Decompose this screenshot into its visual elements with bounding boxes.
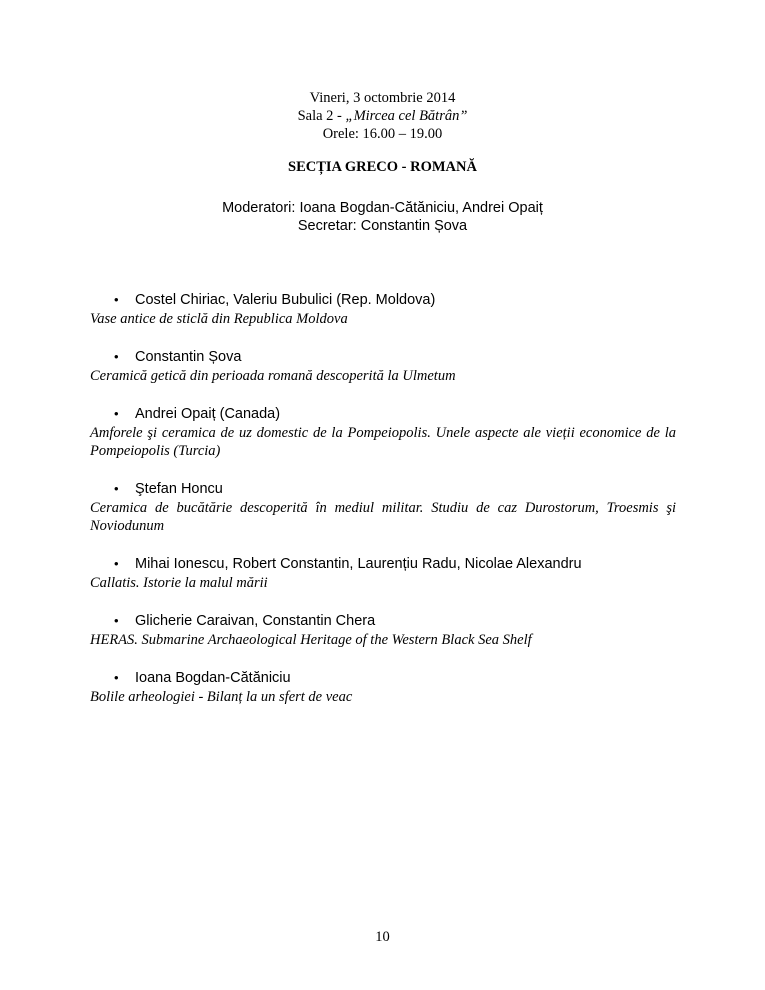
session-venue	[0, 107, 765, 125]
bullet-icon: •	[114, 613, 119, 628]
bullet-icon: •	[114, 670, 119, 685]
talk-authors: Ştefan Honcu	[135, 481, 223, 497]
talk-list	[90, 290, 676, 725]
bullet-icon: •	[114, 349, 119, 364]
talk-title: Vase antice de sticlă din Republica Moldova	[90, 311, 348, 327]
talk-authors: Glicherie Caraivan, Constantin Chera	[135, 613, 376, 629]
bullet-icon: •	[114, 292, 119, 307]
venue-name: „Mircea cel Bătrân”	[345, 108, 468, 124]
talk-item	[90, 479, 676, 535]
secretary-line: Secretar: Constantin Șova	[297, 218, 468, 234]
talk-item	[90, 668, 676, 706]
talk-item	[90, 347, 676, 385]
page-number: 10	[375, 929, 390, 945]
talk-authors: Costel Chiriac, Valeriu Bubulici (Rep. Moldova)	[135, 292, 436, 308]
talk-item	[90, 554, 676, 592]
bullet-icon: •	[114, 556, 119, 571]
venue-prefix: Sala 2 -	[297, 108, 346, 124]
session-hours: Orele: 16.00 – 19.00	[322, 126, 443, 142]
talk-title: Bolile arheologiei - Bilanț la un sfert de veac	[90, 689, 353, 705]
talk-authors: Andrei Opaiț (Canada)	[135, 406, 281, 422]
talk-authors-line	[90, 479, 676, 499]
talk-authors-line	[90, 347, 676, 367]
talk-authors-line	[90, 404, 676, 424]
moderators-block	[0, 199, 765, 235]
section-title: SECȚIA GRECO - ROMANĂ	[288, 159, 477, 175]
talk-item	[90, 404, 676, 460]
talk-title: Callatis. Istorie la malul mării	[90, 575, 268, 591]
session-date: Vineri, 3 octombrie 2014	[309, 90, 456, 106]
talk-item	[90, 611, 676, 649]
talk-authors-line	[90, 290, 676, 310]
talk-authors-line	[90, 554, 676, 574]
talk-item	[90, 290, 676, 328]
talk-authors-line	[90, 611, 676, 631]
talk-authors: Constantin Șova	[135, 349, 242, 365]
talk-title: Ceramica de bucătărie descoperită în mediul militar. Studiu de caz Durostorum, Troesmis şi Noviodunum	[90, 500, 676, 534]
moderators-line: Moderatori: Ioana Bogdan-Cătăniciu, Andrei Opaiț	[222, 200, 543, 216]
talk-authors: Ioana Bogdan-Cătăniciu	[135, 670, 291, 686]
talk-title: Amforele şi ceramica de uz domestic de la Pompeiopolis. Unele aspecte ale vieții economice de la Pompeiopolis (Turcia)	[90, 425, 676, 459]
bullet-icon: •	[114, 481, 119, 496]
talk-authors: Mihai Ionescu, Robert Constantin, Laurențiu Radu, Nicolae Alexandru	[135, 556, 582, 572]
bullet-icon: •	[114, 406, 119, 421]
talk-authors-line	[90, 668, 676, 688]
talk-title: Ceramică getică din perioada romană descoperită la Ulmetum	[90, 368, 456, 384]
talk-title: HERAS. Submarine Archaeological Heritage of the Western Black Sea Shelf	[90, 632, 532, 648]
session-header	[0, 89, 765, 143]
